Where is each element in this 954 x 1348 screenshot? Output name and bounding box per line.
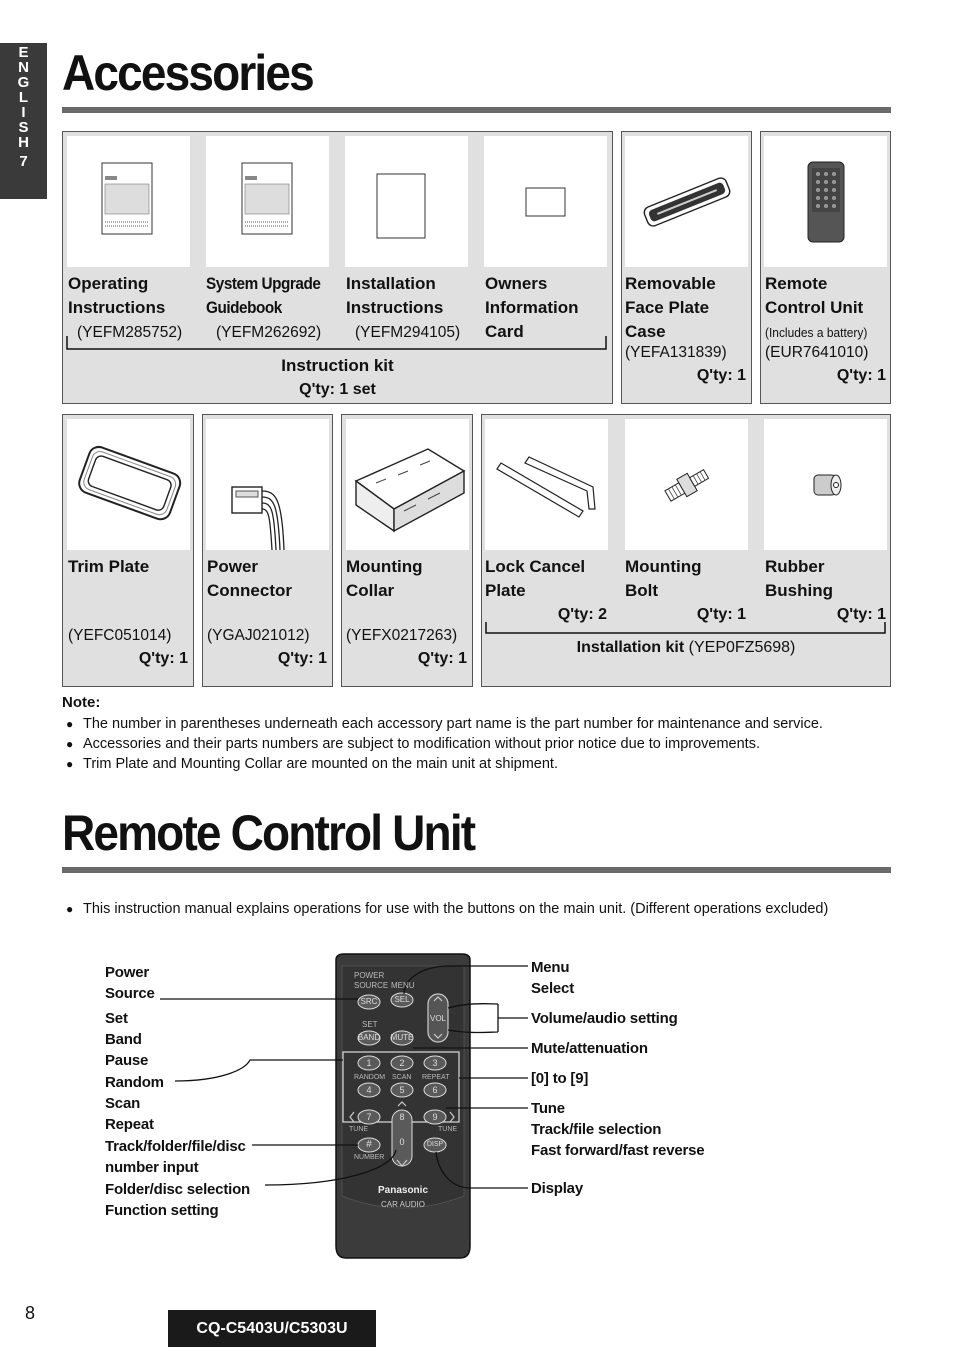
lock-cancel-plate-qty: Q'ty: 2: [557, 606, 607, 623]
accessories-rule: [62, 107, 891, 113]
remote-vol-label[interactable]: VOL: [429, 1014, 446, 1023]
mounting-collar-qty: Q'ty: 1: [417, 650, 467, 667]
remote-sel-label[interactable]: SEL: [394, 995, 410, 1004]
side-tab-letter: I: [21, 104, 26, 121]
remote-key-9[interactable]: 9: [432, 1112, 438, 1122]
remote-key-1[interactable]: 1: [366, 1058, 372, 1068]
remote-disp-label[interactable]: DISP: [426, 1141, 444, 1148]
trim-plate-image: [67, 419, 190, 550]
side-tab-letter: H: [18, 134, 29, 151]
side-tab-letter: N: [18, 59, 29, 76]
side-tab-number: 7: [19, 153, 28, 170]
remote-icon: [764, 136, 887, 267]
callout-number-input: Track/folder/file/disc number input: [105, 1138, 246, 1176]
page-number: 8: [25, 1303, 36, 1323]
power-connector-qty: Q'ty: 1: [277, 650, 327, 667]
remote-random-label: RANDOM: [354, 1074, 386, 1081]
rubber-bushing-label: Rubber Bushing: [765, 557, 833, 600]
lock-cancel-plate-image: [485, 419, 608, 550]
face-plate-case-image: [625, 136, 748, 267]
remote-power-source-label: POWER SOURCE: [354, 971, 389, 990]
booklet-icon: [67, 136, 190, 267]
face-plate-case-label: Removable Face Plate Case: [625, 274, 716, 341]
upgrade-guidebook-part: (YEFM262692): [216, 324, 322, 341]
owners-card-label: Owners Information Card: [485, 274, 579, 341]
note-list: [66, 714, 926, 774]
card-icon: [484, 136, 607, 267]
callout-random-scan-repeat: Random Scan Repeat: [105, 1074, 164, 1133]
case-icon: [625, 136, 748, 267]
operating-instructions-part: (YEFM285752): [77, 324, 183, 341]
remote-unit-image: [764, 136, 887, 267]
collar-icon: [346, 419, 469, 550]
mounting-collar-label: Mounting Collar: [346, 557, 423, 600]
side-tab-letter: S: [18, 119, 29, 136]
mounting-collar-image: [346, 419, 469, 550]
upgrade-guidebook-label: System Upgrade Guidebook: [206, 274, 321, 317]
callout-tune: Tune Track/file selection Fast forward/fast reverse: [531, 1100, 705, 1159]
installation-kit-bracket: [485, 622, 887, 636]
document-icon: [345, 136, 468, 267]
note-item: ● Accessories and their parts numbers are subject to modification without prior notice due to improvements.: [66, 736, 760, 752]
installation-instructions-image: [345, 136, 468, 267]
booklet-icon: [206, 136, 329, 267]
side-tab-letter: E: [18, 44, 29, 61]
language-side-tab: [0, 43, 47, 199]
remote-brand: Panasonic: [377, 1185, 429, 1196]
accessories-title: Accessories: [62, 45, 313, 101]
remote-unit-qty: Q'ty: 1: [836, 367, 886, 384]
mounting-collar-part: (YEFX0217263): [346, 627, 458, 644]
callout-power-source: Power Source: [105, 964, 155, 1002]
remote-tune-left-label: TUNE: [349, 1126, 369, 1133]
remote-hash-label[interactable]: #: [366, 1139, 372, 1150]
installation-instructions-label: Installation Instructions: [346, 274, 444, 317]
owners-card-image: [484, 136, 607, 267]
remote-key-7[interactable]: 7: [366, 1112, 372, 1122]
operating-instructions-image: [67, 136, 190, 267]
installation-instructions-part: (YEFM294105): [355, 324, 461, 341]
remote-section-title: Remote Control Unit: [62, 805, 475, 861]
operating-instructions-label: Operating Instructions: [68, 274, 166, 317]
remote-unit-note: (Includes a battery): [765, 325, 868, 340]
rubber-bushing-image: [764, 419, 887, 550]
installation-kit-caption: [481, 637, 891, 659]
callout-folder-function: Folder/disc selection Function setting: [105, 1181, 251, 1219]
power-connector-label: Power Connector: [207, 557, 292, 600]
remote-key-0[interactable]: 0: [399, 1137, 405, 1147]
remote-key-5[interactable]: 5: [399, 1085, 405, 1095]
instruction-kit-qty: Q'ty: 1 set: [299, 381, 376, 398]
trim-plate-part: (YEFC051014): [68, 627, 172, 644]
remote-band-label[interactable]: BAND: [357, 1033, 381, 1042]
remote-src-label[interactable]: SRC: [360, 997, 378, 1006]
bolt-icon: [625, 419, 748, 550]
side-tab-letter: G: [17, 74, 30, 91]
remote-unit-part: (EUR7641010): [765, 344, 869, 361]
rubber-bushing-qty: Q'ty: 1: [836, 606, 886, 623]
installation-kit-label: Installation kit: [576, 639, 685, 656]
mounting-bolt-label: Mounting Bolt: [625, 557, 702, 600]
remote-number-label: NUMBER: [354, 1154, 385, 1161]
bushing-icon: [764, 419, 887, 550]
upgrade-guidebook-image: [206, 136, 329, 267]
power-connector-image: [206, 419, 329, 550]
remote-key-6[interactable]: 6: [432, 1085, 438, 1095]
remote-set-label: SET: [362, 1020, 378, 1029]
remote-key-8[interactable]: 8: [399, 1112, 405, 1122]
remote-section-rule: [62, 867, 891, 873]
lock-plate-icon: [485, 419, 608, 550]
callout-digits: [0] to [9]: [531, 1070, 589, 1087]
remote-menu-label: MENU: [391, 981, 415, 990]
remote-tune-right-label: TUNE: [438, 1126, 458, 1133]
remote-repeat-label: REPEAT: [422, 1074, 450, 1081]
note-item: ● The number in parentheses underneath each accessory part name is the part number for maintenance and service.: [66, 716, 823, 732]
remote-key-4[interactable]: 4: [366, 1085, 372, 1095]
mounting-bolt-image: [625, 419, 748, 550]
callout-volume: Volume/audio setting: [531, 1010, 678, 1027]
face-plate-case-part: (YEFA131839): [625, 344, 727, 361]
callout-display: Display: [531, 1180, 583, 1197]
remote-key-3[interactable]: 3: [432, 1058, 438, 1068]
model-badge: CQ-C5403U/C5303U: [168, 1310, 376, 1347]
instruction-kit-caption: [62, 354, 613, 402]
trim-plate-qty: Q'ty: 1: [138, 650, 188, 667]
mounting-bolt-qty: Q'ty: 1: [696, 606, 746, 623]
remote-unit-label: Remote Control Unit: [765, 274, 864, 317]
trim-plate-icon: [67, 419, 190, 550]
instruction-kit-bracket: [66, 336, 609, 352]
callout-menu-select: Menu Select: [531, 959, 574, 997]
face-plate-case-qty: Q'ty: 1: [696, 367, 746, 384]
power-connector-part: (YGAJ021012): [207, 627, 310, 644]
lock-cancel-plate-label: Lock Cancel Plate: [485, 557, 586, 600]
remote-scan-label: SCAN: [392, 1074, 412, 1081]
callout-mute: Mute/attenuation: [531, 1040, 648, 1057]
remote-car-audio: CAR AUDIO: [380, 1200, 425, 1209]
remote-key-2[interactable]: 2: [399, 1058, 405, 1068]
note-item: ● Trim Plate and Mounting Collar are mounted on the main unit at shipment.: [66, 756, 558, 772]
note-heading: Note:: [62, 694, 101, 711]
remote-intro: ● This instruction manual explains operations for use with the buttons on the main unit. (Different operations excluded): [66, 901, 829, 917]
installation-kit-part: (YEP0FZ5698): [688, 639, 796, 656]
callout-set-band-pause: Set Band Pause: [105, 1010, 149, 1069]
connector-icon: [206, 419, 329, 550]
side-tab-letter: L: [18, 89, 29, 106]
instruction-kit-label: Instruction kit: [281, 356, 394, 375]
trim-plate-label: Trim Plate: [68, 557, 150, 576]
remote-mute-label[interactable]: MUTE: [390, 1033, 414, 1042]
